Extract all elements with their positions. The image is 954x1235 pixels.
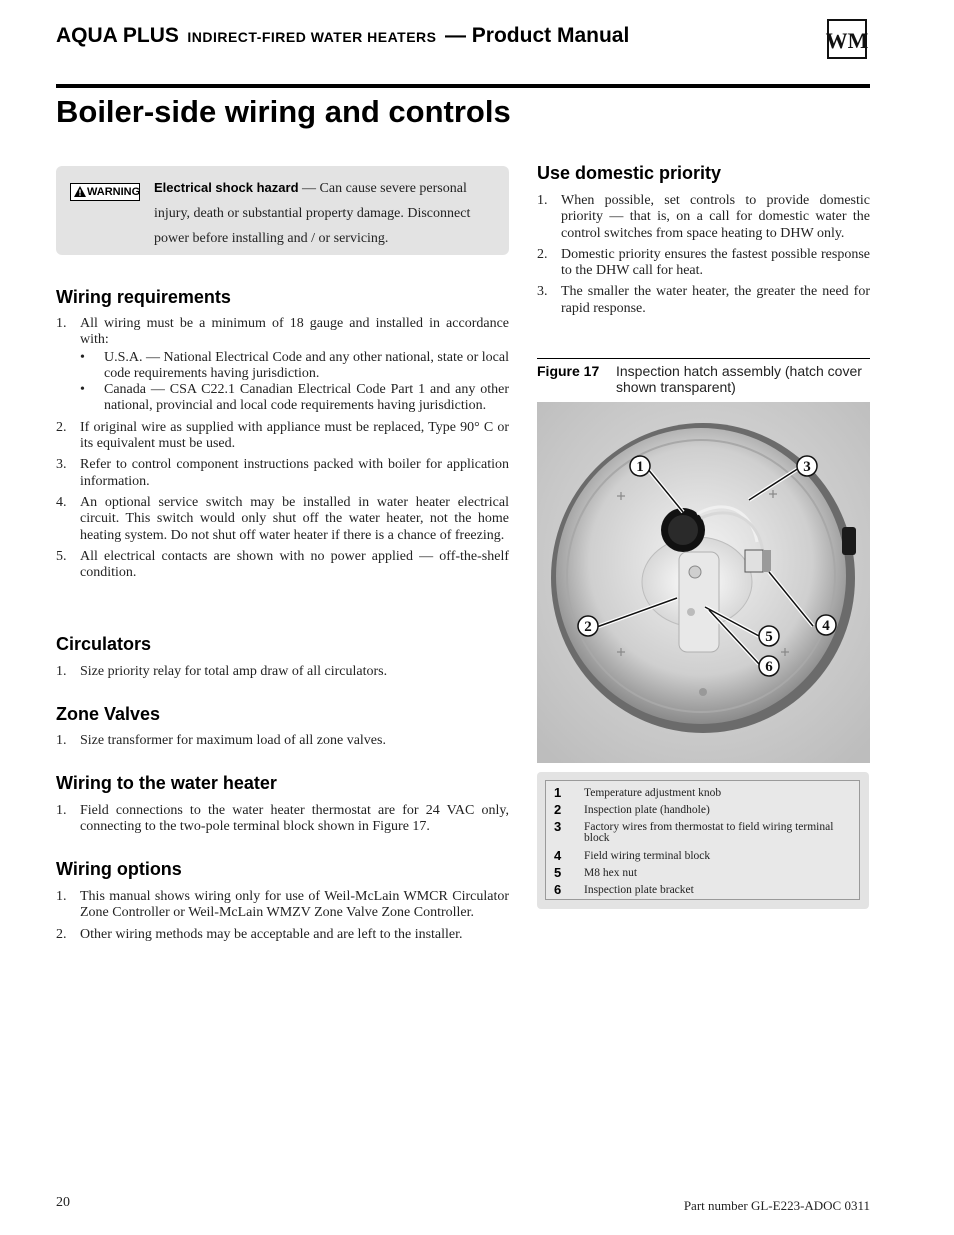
legend-number: 1 [554,785,562,800]
legend-number: 3 [554,819,562,834]
heading-wiring-to-water-heater: Wiring to the water heater [56,773,277,793]
legend-text: Inspection plate bracket [584,884,694,896]
item-number: 1. [56,803,67,818]
warning-badge [70,183,140,201]
legend-number: 5 [554,865,562,880]
svg-text:5: 5 [765,629,773,645]
legend-number: 2 [554,802,562,817]
header-rule [56,84,870,88]
heading-zone-valves: Zone Valves [56,704,161,724]
legend-text: Inspection plate (handhole) [584,804,710,816]
list-item [56,927,509,943]
svg-text:1: 1 [636,459,644,475]
svg-text:4: 4 [822,618,830,634]
callout-3 [797,456,817,476]
list-circulators [56,664,509,685]
list-item [537,284,870,317]
svg-text:3: 3 [803,459,811,475]
item-number: 5. [56,548,67,564]
bullet: • [80,382,85,398]
callout-2 [578,616,598,636]
item-number: 2. [56,419,67,435]
warning-text [154,175,499,251]
sub-list-item [80,382,509,415]
item-number: 2. [56,926,67,942]
heading-domestic-priority: Use domestic priority [537,163,722,183]
list-item [56,664,509,680]
item-text: Size priority relay for total amp draw of all circulators. [80,664,388,679]
bullet: • [80,349,85,365]
page-title: Boiler-side wiring and controls [56,94,511,129]
svg-text:2: 2 [584,619,592,635]
heading-circulators: Circulators [56,634,152,654]
warning-box [56,166,509,255]
warning-lead: Electrical shock hazard [154,180,299,195]
item-text: An optional service switch may be installed in water heater electrical circuit. This switch would only shut off the water heater, not the home heating system. Do not shut off water heater if there is a chance of freezing. [80,494,509,543]
heading-wiring-options: Wiring options [56,859,182,879]
product-subtitle: INDIRECT-FIRED WATER HEATERS [187,29,437,45]
list-item [56,316,509,415]
item-number: 1. [56,316,67,331]
legend-text: Field wiring terminal block [584,850,711,862]
sub-list-item [80,350,509,383]
sub-list [80,350,509,415]
item-number: 3. [56,457,67,473]
part-number: Part number GL-E223-ADOC 0311 [683,1198,870,1213]
manual-label: — Product Manual [444,24,630,47]
item-text: Other wiring methods may be acceptable and are left to the installer. [80,926,463,942]
callout-6 [759,656,779,676]
sub-item-text: Canada — CSA C22.1 Canadian Electrical Code Part 1 and any other national, provincial and local code requirements having jurisdiction. [104,382,509,414]
inspection-hatch-photo [537,402,870,763]
warning-triangle-icon [74,186,86,197]
figure-legend [537,772,869,909]
figure-label: Figure 17 [537,363,600,379]
inspection-hatch-illustration [537,402,870,763]
callout-4 [816,615,836,635]
warning-badge-label: WARNING [87,186,141,198]
svg-text:6: 6 [765,659,773,675]
weil-mclain-logo [827,19,867,59]
logo-text: WM [825,28,869,53]
item-number: 1. [56,664,67,679]
list-zone-valves [56,733,509,754]
legend-text: Temperature adjustment knob [584,787,722,799]
legend-table [545,780,860,900]
list-wiring-to-water-heater [56,803,509,841]
list-item [537,247,870,280]
item-text: Size transformer for maximum load of all zone valves. [80,733,386,748]
item-text: All wiring must be a minimum of 18 gauge and installed in accordance with: [80,316,509,348]
list-item [56,889,509,922]
legend-number: 4 [554,848,562,863]
warning-body: — Can cause severe personal injury, death or substantial property damage. Disconnect power before installing and / or servicing. [154,181,471,246]
figure-rule [537,358,870,359]
item-text: When possible, set controls to provide domestic priority — that is, on a call for domestic water the control switches from space heating to DHW only. [561,193,870,241]
callout-1 [630,456,650,476]
item-text: Refer to control component instructions packed with boiler for application information. [80,457,509,489]
figure-caption-text: Inspection hatch assembly (hatch cover shown transparent) [616,363,862,395]
item-text: Domestic priority ensures the fastest possible response to the DHW call for heat. [561,246,870,279]
list-item [537,193,870,242]
list-wiring-requirements [56,316,509,586]
list-item [56,420,509,453]
item-text: The smaller the water heater, the greater the need for rapid response. [561,284,870,316]
item-number: 2. [537,246,548,262]
item-text: All electrical contacts are shown with no power applied — off-the-shelf condition. [80,548,509,581]
running-header [56,24,756,54]
list-item [56,457,509,490]
legend-text: M8 hex nut [584,867,638,879]
callout-5 [759,626,779,646]
item-text: Field connections to the water heater thermostat are for 24 VAC only, connecting to the two-pole terminal block shown in Figure 17. [80,803,509,835]
list-item [56,495,509,544]
item-text: If original wire as supplied with appliance must be replaced, Type 90° C or its equivalent must be used. [80,419,509,452]
item-text: This manual shows wiring only for use of Weil-McLain WMCR Circulator Zone Controller or Weil-McLain WMZV Zone Valve Zone Controller. [80,889,509,921]
heading-wiring-requirements: Wiring requirements [56,287,231,307]
list-item [56,549,509,582]
list-domestic-priority [537,193,870,322]
list-item [56,733,509,749]
item-number: 1. [56,889,67,904]
item-number: 1. [537,193,548,208]
page-number: 20 [56,1195,70,1210]
list-item [56,803,509,836]
legend-text: Factory wires from thermostat to field wiring terminal block [584,821,834,844]
item-number: 3. [537,284,548,300]
item-number: 1. [56,733,67,748]
brand-name: AQUA PLUS [56,24,179,47]
sub-item-text: U.S.A. — National Electrical Code and any other national, state or local code requirements having jurisdiction. [104,349,509,381]
item-number: 4. [56,494,67,510]
legend-number: 6 [554,882,562,897]
list-wiring-options [56,889,509,948]
